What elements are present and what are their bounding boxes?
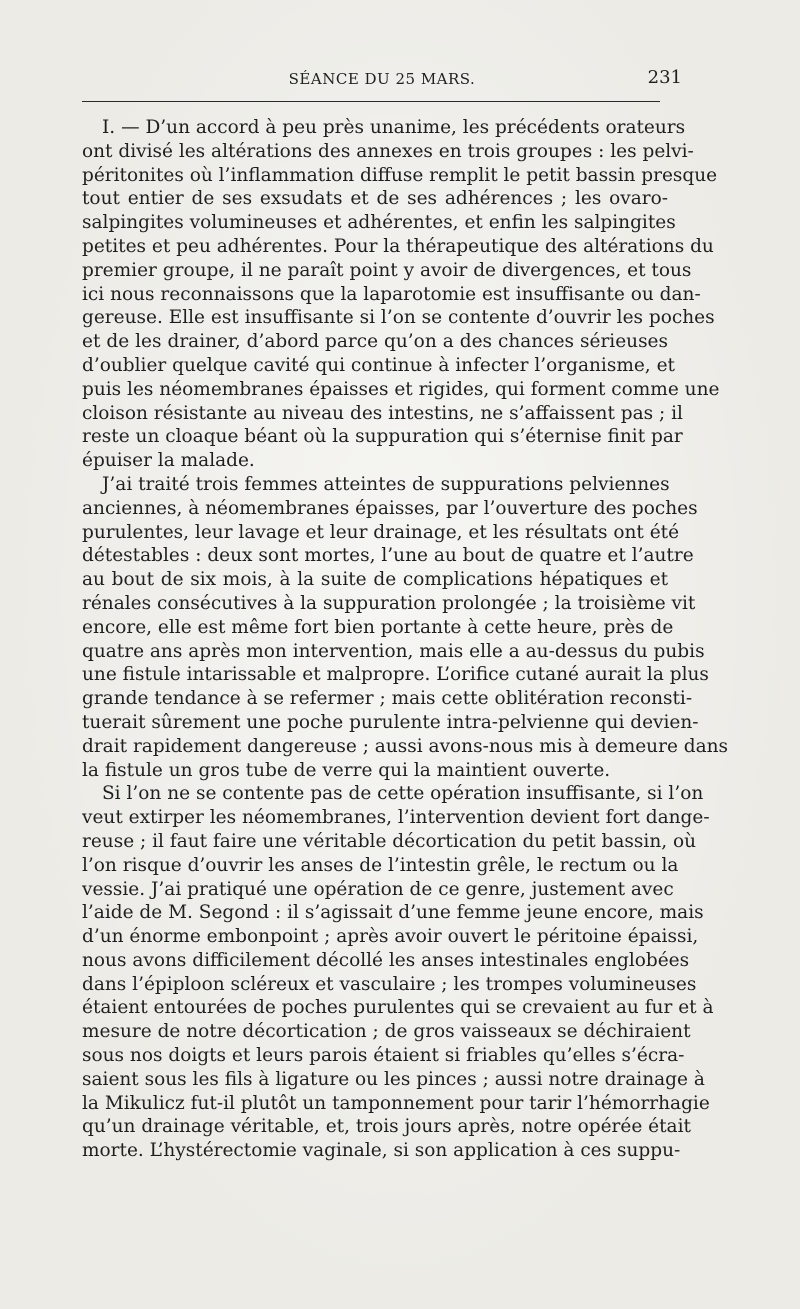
body-text	[82, 116, 729, 1196]
text-line: ont divisé les altérations des annexes en trois groupes : les pelvi-	[82, 140, 694, 162]
text-line: tout entier de ses exsudats et de ses adhérences ; les ovaro-	[82, 188, 668, 210]
text-line: puis les néomembranes épaisses et rigides, qui forment comme une	[82, 378, 720, 400]
text-line: saient sous les fils à ligature ou les pinces ; aussi notre drainage à	[82, 1068, 705, 1090]
text-line: J’ai traité trois femmes atteintes de suppurations pelviennes	[102, 473, 670, 495]
text-line: quatre ans après mon intervention, mais elle a au-dessus du pubis	[82, 640, 705, 662]
text-line: I. — D’un accord à peu près unanime, les précédents orateurs	[102, 117, 686, 138]
text-line: dans l’épiploon scléreux et vasculaire ; les trompes volumineuses	[82, 973, 697, 995]
text-line: épuiser la malade.	[82, 450, 255, 472]
text-line: grande tendance à se refermer ; mais cette oblitération reconsti-	[82, 688, 693, 710]
text-line: gereuse. Elle est insuffisante si l’on se contente d’ouvrir les poches	[82, 307, 715, 329]
text-line: ici nous reconnaissons que la laparotomie est insuffisante ou dan-	[82, 283, 701, 305]
text-line: rénales consécutives à la suppuration prolongée ; la troisième vit	[82, 592, 696, 614]
text-line: et de les drainer, d’abord parce qu’on a des chances sérieuses	[82, 331, 668, 353]
header-rule	[82, 101, 660, 102]
running-title: SÉANCE DU 25 MARS.	[288, 70, 476, 88]
text-line: veut extirper les néomembranes, l’intervention devient fort dange-	[82, 807, 710, 829]
text-line: étaient entourées de poches purulentes qui se crevaient au fur et à	[82, 997, 714, 1019]
text-line: reuse ; il faut faire une véritable décortication du petit bassin, où	[82, 830, 697, 852]
text-line: anciennes, à néomembranes épaisses, par l’ouverture des poches	[82, 497, 698, 519]
text-line: qu’un drainage véritable, et, trois jours après, notre opérée était	[82, 1116, 691, 1138]
text-line: Si l’on ne se contente pas de cette opération insuffisante, si l’on	[102, 783, 704, 805]
text-line: encore, elle est même fort bien portante à cette heure, près de	[82, 616, 674, 638]
text-line: l’aide de M. Segond : il s’agissait d’une femme jeune encore, mais	[82, 902, 704, 924]
text-line: cloison résistante au niveau des intestins, ne s’affaissent pas ; il	[82, 402, 683, 424]
text-line: détestables : deux sont mortes, l’une au bout de quatre et l’autre	[82, 545, 694, 567]
text-line: d’oublier quelque cavité qui continue à infecter l’organisme, et	[82, 354, 675, 376]
text-line: l’on risque d’ouvrir les anses de l’intestin grêle, le rectum ou la	[82, 854, 679, 876]
text-line: salpingites volumineuses et adhérentes, et enfin les salpingites	[82, 212, 676, 234]
text-line: mesure de notre décortication ; de gros vaisseaux se déchiraient	[82, 1021, 691, 1043]
text-line: purulentes, leur lavage et leur drainage, et les résultats ont été	[82, 521, 680, 543]
text-line: péritonites où l’inflammation diffuse remplit le petit bassin presque	[82, 164, 718, 186]
text-line: tuerait sûrement une poche purulente intra-pelvienne qui devien-	[82, 711, 699, 733]
text-line: au bout de six mois, à la suite de complications hépatiques et	[82, 569, 668, 591]
page-number: 231	[647, 67, 682, 88]
text-line: petites et peu adhérentes. Pour la thérapeutique des altérations du	[82, 235, 714, 257]
text-line: sous nos doigts et leurs parois étaient si friables qu’elles s’écra-	[82, 1045, 685, 1067]
text-line: une fistule intarissable et malpropre. L’orifice cutané aurait la plus	[82, 664, 709, 686]
text-line: d’un énorme embonpoint ; après avoir ouvert le péritoine épaissi,	[82, 926, 699, 948]
text-line: la fistule un gros tube de verre qui la maintient ouverte.	[82, 759, 611, 781]
text-line: drait rapidement dangereuse ; aussi avons-nous mis à demeure dans	[82, 735, 729, 757]
text-line: nous avons difficilement décollé les anses intestinales englobées	[82, 949, 690, 971]
text-line: premier groupe, il ne paraît point y avoir de divergences, et tous	[82, 259, 692, 281]
text-line: reste un cloaque béant où la suppuration qui s’éternise finit par	[82, 426, 683, 448]
text-line: vessie. J’ai pratiqué une opération de ce genre, justement avec	[82, 878, 674, 900]
page-header	[82, 67, 682, 92]
text-line: morte. L’hystérectomie vaginale, si son application à ces suppu-	[82, 1140, 681, 1162]
text-line: la Mikulicz fut-il plutôt un tamponnement pour tarir l’hémorrhagie	[82, 1092, 710, 1114]
